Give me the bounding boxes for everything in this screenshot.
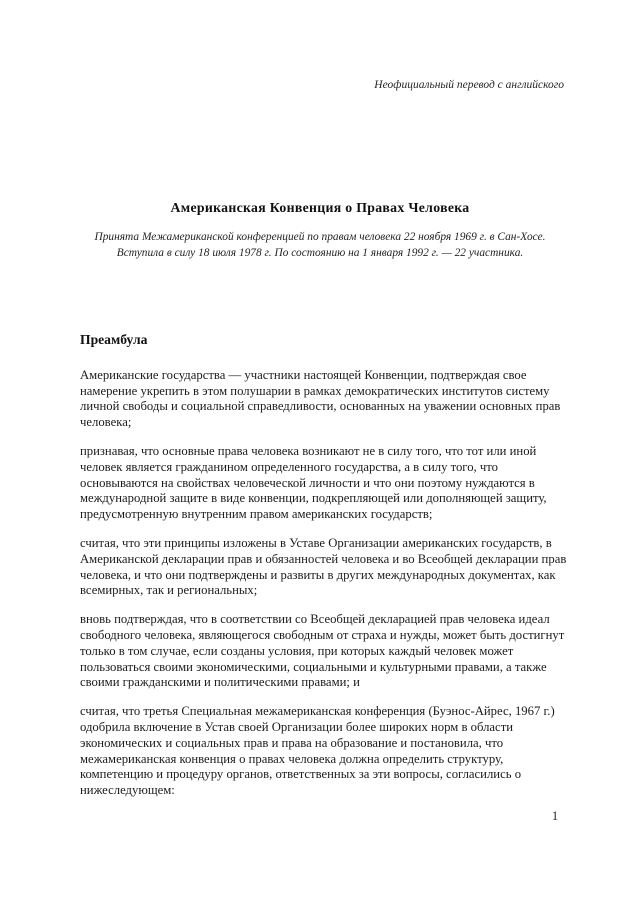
document-title: Американская Конвенция о Правах Человека (170, 200, 470, 215)
document-subtitle-line-2: Вступила в силу 18 июля 1978 г. По состоянию на 1 января 1992 г. — 22 участника. (116, 247, 524, 259)
document-subtitle (50, 229, 590, 261)
preamble-paragraph-2: признавая, что основные права человека возникают не в силу того, что тот или иной человек является гражданином определенного государства, а в силу того, что основываются на свойствах человеческой личности и что они поэтому нуждаются в международной защите в виде конвенции, подкрепляющей или дополняющей защиту, предусмотренную внутренним правом американских государств; (80, 443, 547, 522)
translation-note: Неофициальный перевод с английского (374, 79, 564, 91)
document-body (80, 332, 569, 812)
page-number: 1 (552, 809, 559, 823)
preamble-paragraph-3: считая, что эти принципы изложены в Уставе Организации американских государств, в Американской декларации прав и обязанностей человека и во Всеобщей декларации прав человека, и что они подтверждены и развиты в других международных документах, как всемирных, так и региональных; (80, 535, 567, 598)
preamble-paragraph-4: вновь подтверждая, что в соответствии со Всеобщей декларацией прав человека идеал свободного человека, являющегося свободным от страха и нужды, может быть достигнут только в том случае, если созданы условия, при которых каждый человек может пользоваться своими экономическими, социальными и культурными правами, а также своими гражданскими и политическими правами; и (80, 612, 565, 690)
preamble-paragraph-1: Американские государства — участники настоящей Конвенции, подтверждая свое намерение укрепить в этом полушарии в рамках демократических институтов систему личной свободы и социальной справедливости, основанных на уважении основных прав человека; (80, 367, 561, 430)
document-subtitle-line-1: Принята Межамериканской конференцией по правам человека 22 ноября 1969 г. в Сан-Хосе. (94, 231, 546, 243)
section-heading-preamble: Преамбула (80, 332, 148, 347)
preamble-paragraph-5: считая, что третья Специальная межамериканская конференция (Буэнос-Айрес, 1967 г.) одобрила включение в Устав своей Организации более широких норм в области экономических и социальных прав и права на образование и постановила, что межамериканская конвенция о правах человека должна определить структуру, компетенцию и процедуру органов, ответственных за эти вопросы, согласились о нижеследующем: (80, 704, 555, 798)
